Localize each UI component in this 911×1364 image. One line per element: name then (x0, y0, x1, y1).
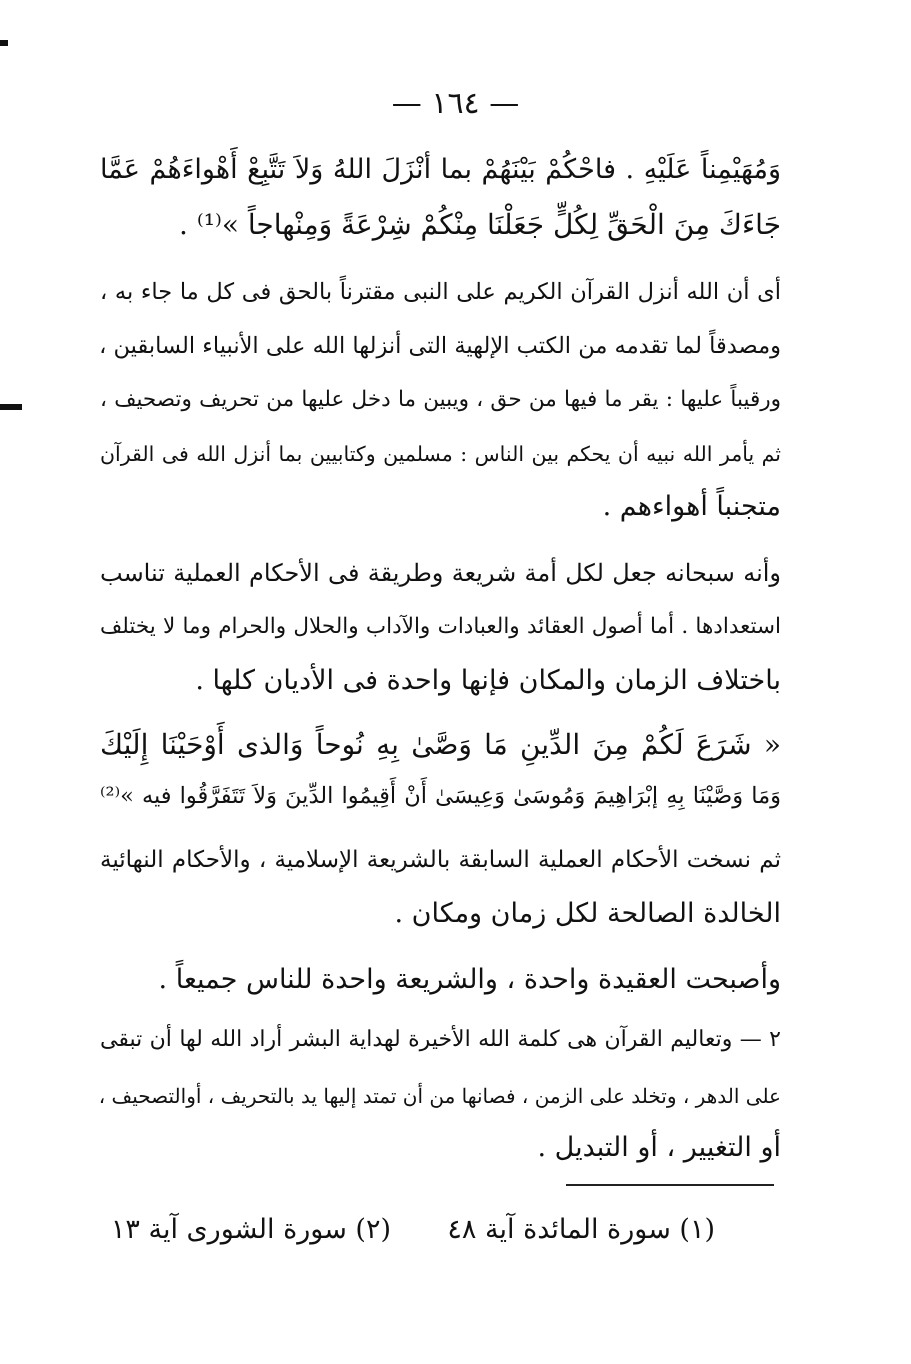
paragraph-1-line-1: أى أن الله أنزل القرآن الكريم على النبى مقترناً بالحق فى كل ما جاء به ، (100, 279, 781, 305)
paragraph-5-line-2: على الدهر ، وتخلد على الزمن ، فصانها من أن تمتد إليها يد بالتحريف ، أوالتصحيف ، (98, 1084, 781, 1108)
footnote-1: (١) سورة المائدة آية ٤٨ (447, 1214, 715, 1245)
paragraph-2-line-3: باختلاف الزمان والمكان فإنها واحدة فى الأديان كلها . (195, 665, 781, 696)
verse-2-line-2: وَمَا وَصَّيْنَا بِهِ إبْرَاهِيمَ وَمُوسَىٰ وَعِيسَىٰ أَنْ أَقِيمُوا الدِّينَ وَلاَ تَتَفَرَّقُوا فيه »⁽²⁾ (100, 783, 781, 809)
paragraph-5-line-1: ٢ — وتعاليم القرآن هى كلمة الله الأخيرة لهداية البشر أراد الله لها أن تبقى (100, 1027, 781, 1052)
paragraph-3-line-1: ثم نسخت الأحكام العملية السابقة بالشريعة الإسلامية ، والأحكام النهائية (100, 847, 781, 873)
footnote-2: (٢) سورة الشورى آية ١٣ (110, 1214, 391, 1245)
paragraph-5-line-3: أو التغيير ، أو التبديل . (537, 1132, 781, 1163)
paragraph-3-line-2: الخالدة الصالحة لكل زمان ومكان . (394, 898, 781, 929)
page-number: — ١٦٤ — (391, 86, 520, 121)
verse-2-line-1: « شَرَعَ لَكُمْ مِنَ الدِّينِ مَا وَصَّىٰ بِهِ نُوحاً وَالذى أَوْحَيْنَا إِلَيْكَ (100, 728, 781, 761)
paragraph-2-line-2: استعدادها . أما أصول العقائد والعبادات والآداب والحلال والحرام وما لا يختلف (100, 614, 781, 639)
verse-1-line-1: وَمُهَيْمِناً عَلَيْهِ . فاحْكُمْ بَيْنَهُمْ بما أنْزَلَ اللهُ وَلاَ تَتَّبِعْ أَهْواءَهُمْ عَمَّا (100, 154, 781, 185)
paragraph-4: وأصبحت العقيدة واحدة ، والشريعة واحدة للناس جميعاً . (158, 964, 781, 995)
paragraph-1-line-4: ثم يأمر الله نبيه أن يحكم بين الناس : مسلمين وكتابيين بما أنزل الله فى القرآن (100, 442, 781, 466)
scan-edge-mark-middle (0, 404, 22, 410)
paragraph-1-line-2: ومصدقاً لما تقدمه من الكتب الإلهية التى أنزلها الله على الأنبياء السابقين ، (99, 333, 781, 359)
scan-edge-mark-top (0, 40, 8, 46)
footnote-divider (566, 1184, 774, 1186)
paragraph-2-line-1: وأنه سبحانه جعل لكل أمة شريعة وطريقة فى الأحكام العملية تناسب (100, 559, 781, 587)
paragraph-1-line-3: ورقيباً عليها : يقر ما فيها من حق ، ويبين ما دخل عليها من تحريف وتصحيف ، (100, 387, 781, 412)
verse-1-line-2: جَاءَكَ مِنَ الْحَقِّ لِكُلٍّ جَعَلْنَا مِنْكُمْ شِرْعَةً وَمِنْهاجاً »⁽¹⁾ . (179, 208, 781, 241)
paragraph-1-line-5: متجنباً أهواءهم . (602, 491, 781, 522)
